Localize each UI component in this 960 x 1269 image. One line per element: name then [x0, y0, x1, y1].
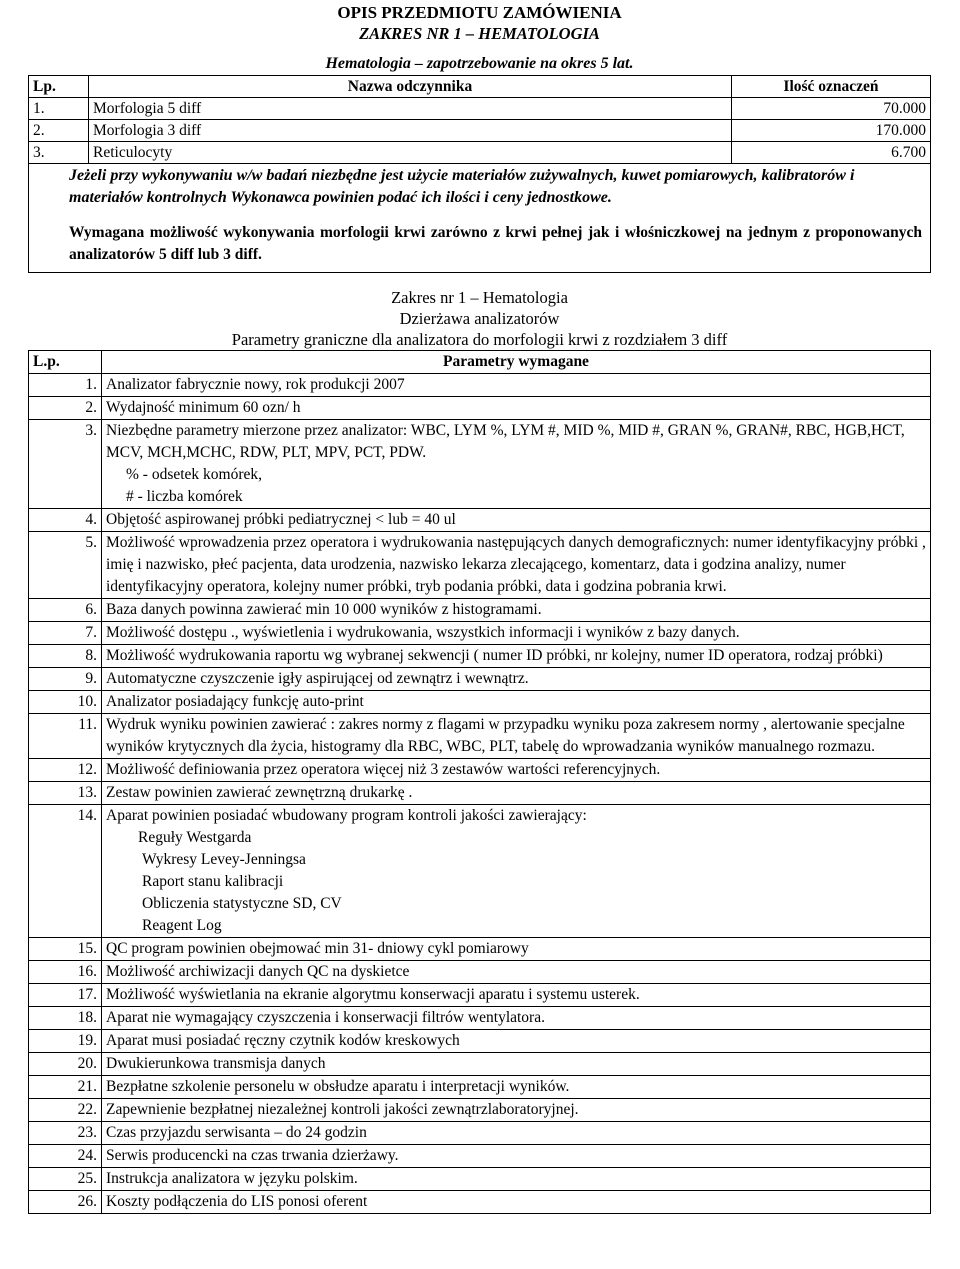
- row-lp: 16.: [29, 961, 102, 984]
- row-lp: 5.: [29, 532, 102, 599]
- document-subtitle-2: Hematologia – zapotrzebowanie na okres 5 lat.: [325, 55, 634, 72]
- row-lp: 13.: [29, 782, 102, 805]
- table-row: [29, 668, 931, 691]
- section-line-1: Zakres nr 1 – Hematologia: [391, 288, 568, 307]
- table-row: [29, 1168, 931, 1191]
- header-lp: L.p.: [29, 351, 102, 374]
- row-text: Serwis producencki na czas trwania dzierżawy.: [106, 1147, 399, 1164]
- row-lp: 1.: [29, 374, 102, 397]
- note-materials: Jeżeli przy wykonywaniu w/w badań niezbędne jest użycie materiałów zużywalnych, kuwet pomiarowych, kalibratorów i materiałów kontrolnych Wykonawca powinien podać ich ilości i ceny jednostkowe.: [69, 167, 855, 206]
- table-row: [29, 1030, 931, 1053]
- row-text: Aparat nie wymagający czyszczenia i konserwacji filtrów wentylatora.: [106, 1009, 545, 1026]
- parameters-table: [28, 350, 931, 1214]
- row-lp: 15.: [29, 938, 102, 961]
- table-row: [29, 120, 931, 142]
- row-text: Możliwość wydrukowania raportu wg wybranej sekwencji ( numer ID próbki, nr kolejny, numer ID operatora, rodzaj próbki): [106, 647, 883, 664]
- row-text: Możliwość archiwizacji danych QC na dyskietce: [106, 963, 410, 980]
- header-name: Nazwa odczynnika: [89, 76, 732, 98]
- header-qty: Ilość oznaczeń: [732, 76, 931, 98]
- table-row: [29, 961, 931, 984]
- table-header-row: [29, 76, 931, 98]
- table-header-row: [29, 351, 931, 374]
- row-qty: 70.000: [732, 98, 931, 120]
- row-lp: 18.: [29, 1007, 102, 1030]
- row-lp: 11.: [29, 714, 102, 759]
- row-text: Dwukierunkowa transmisja danych: [106, 1055, 326, 1072]
- row-lp: 1.: [29, 98, 89, 120]
- row-lp: 10.: [29, 691, 102, 714]
- table-row: [29, 532, 931, 599]
- row-name: Morfologia 3 diff: [89, 120, 732, 142]
- row-qty: 170.000: [732, 120, 931, 142]
- document-subtitle: ZAKRES NR 1 – HEMATOLOGIA: [359, 24, 600, 43]
- table-row: [29, 397, 931, 420]
- row-text: Objętość aspirowanej próbki pediatrycznej < lub = 40 ul: [106, 511, 456, 528]
- row-lp: 6.: [29, 599, 102, 622]
- row-lp: 21.: [29, 1076, 102, 1099]
- table-row: [29, 1053, 931, 1076]
- row-text-cell: [102, 805, 931, 938]
- row-text-cell: [102, 1007, 931, 1030]
- document-title: OPIS PRZEDMIOTU ZAMÓWIENIA: [337, 3, 622, 22]
- document-page: [28, 0, 931, 1214]
- row-text: Zestaw powinien zawierać zewnętrzną drukarkę .: [106, 784, 413, 801]
- table-row: [29, 622, 931, 645]
- row-text-cell: [102, 420, 931, 509]
- sublist-item: Reguły Westgarda: [138, 829, 252, 846]
- row-lp: 23.: [29, 1122, 102, 1145]
- row-text: Koszty podłączenia do LIS ponosi oferent: [106, 1193, 368, 1210]
- sublist-item: Obliczenia statystyczne SD, CV: [142, 895, 342, 912]
- table-row: [29, 420, 931, 509]
- table-row: [29, 805, 931, 938]
- row-text: Baza danych powinna zawierać min 10 000 wyników z histogramami.: [106, 601, 542, 618]
- section-line-3: Parametry graniczne dla analizatora do morfologii krwi z rozdziałem 3 diff: [231, 330, 728, 349]
- header-parameters: Parametry wymagane: [102, 351, 931, 374]
- row-text-cell: [102, 714, 931, 759]
- row-text: Analizator posiadający funkcję auto-print: [106, 693, 364, 710]
- row-lp: 8.: [29, 645, 102, 668]
- row-text-cell: [102, 759, 931, 782]
- row-text: Instrukcja analizatora w języku polskim.: [106, 1170, 358, 1187]
- row-text-cell: [102, 1145, 931, 1168]
- row-lp: 9.: [29, 668, 102, 691]
- row-lp: 3.: [29, 420, 102, 509]
- table-row: [29, 1122, 931, 1145]
- table-row: [29, 782, 931, 805]
- row-lp: 14.: [29, 805, 102, 938]
- row-text: Możliwość wyświetlania na ekranie algorytmu konserwacji aparatu i systemu usterek.: [106, 986, 640, 1003]
- row-text: Aparat powinien posiadać wbudowany program kontroli jakości zawierający:: [106, 807, 587, 824]
- notes-row: [29, 164, 931, 273]
- row-text: Bezpłatne szkolenie personelu w obsłudze aparatu i interpretacji wyników.: [106, 1078, 570, 1095]
- row-text-cell: [102, 532, 931, 599]
- row-text-cell: [102, 1122, 931, 1145]
- table-row: [29, 1007, 931, 1030]
- row-sublist: [106, 827, 926, 937]
- row-text-cell: [102, 645, 931, 668]
- row-text-cell: [102, 509, 931, 532]
- section-heading: [28, 287, 931, 350]
- row-text: Aparat musi posiadać ręczny czytnik kodów kreskowych: [106, 1032, 460, 1049]
- row-text-cell: [102, 782, 931, 805]
- table-row: [29, 1099, 931, 1122]
- table-row: [29, 1145, 931, 1168]
- row-lp: 17.: [29, 984, 102, 1007]
- row-text-cell: [102, 397, 931, 420]
- table-row: [29, 1191, 931, 1214]
- sublist-item: Wykresy Levey-Jenningsa: [142, 851, 306, 868]
- row-lp: 20.: [29, 1053, 102, 1076]
- note-requirement: Wymagana możliwość wykonywania morfologii krwi zarówno z krwi pełnej jak i włośniczkowej na jednym z proponowanych analizatorów 5 diff lub 3 diff.: [69, 224, 922, 263]
- row-text-cell: [102, 1053, 931, 1076]
- table-row: [29, 1076, 931, 1099]
- table-row: [29, 98, 931, 120]
- row-lp: 26.: [29, 1191, 102, 1214]
- header-lp: Lp.: [29, 76, 89, 98]
- row-qty: 6.700: [732, 142, 931, 164]
- table-row: [29, 759, 931, 782]
- row-text: Wydruk wyniku powinien zawierać : zakres normy z flagami w przypadku wyniku poza zakresem normy , alertowanie specjalne wyników krytycznych dla życia, histogramy dla RBC, WBC, PLT, tabelę do wprowadzania wyników manualnego rozmazu.: [106, 716, 905, 755]
- row-text-cell: [102, 374, 931, 397]
- row-text-cell: [102, 1076, 931, 1099]
- row-text-cell: [102, 961, 931, 984]
- row-lp: 12.: [29, 759, 102, 782]
- table-row: [29, 714, 931, 759]
- row-text-cell: [102, 938, 931, 961]
- row-text-cell: [102, 599, 931, 622]
- section-line-2: Dzierżawa analizatorów: [399, 309, 560, 328]
- row-lp: 4.: [29, 509, 102, 532]
- row-text: Zapewnienie bezpłatnej niezależnej kontroli jakości zewnątrzlaboratoryjnej.: [106, 1101, 579, 1118]
- table-row: [29, 142, 931, 164]
- table-row: [29, 509, 931, 532]
- table-row: [29, 374, 931, 397]
- row-text: Niezbędne parametry mierzone przez analizator: WBC, LYM %, LYM #, MID %, MID #, GRAN %, GRAN#, RBC, HGB,HCT, MCV, MCH,MCHC, RDW, PLT, MPV, PCT, PDW.: [106, 422, 905, 461]
- table-row: [29, 938, 931, 961]
- table-row: [29, 691, 931, 714]
- row-lp: 2.: [29, 397, 102, 420]
- row-text: Możliwość definiowania przez operatora więcej niż 3 zestawów wartości referencyjnych.: [106, 761, 661, 778]
- table-row: [29, 984, 931, 1007]
- sublist-item: Reagent Log: [142, 917, 222, 934]
- row-lp: 2.: [29, 120, 89, 142]
- row-text: Analizator fabrycznie nowy, rok produkcji 2007: [106, 376, 405, 393]
- row-lp: 25.: [29, 1168, 102, 1191]
- row-lp: 19.: [29, 1030, 102, 1053]
- table-row: [29, 599, 931, 622]
- row-name: Morfologia 5 diff: [89, 98, 732, 120]
- row-text-cell: [102, 984, 931, 1007]
- row-lp: 22.: [29, 1099, 102, 1122]
- row-text-cell: [102, 1168, 931, 1191]
- reagents-table: [28, 75, 931, 273]
- row-text: Możliwość wprowadzenia przez operatora i wydrukowania następujących danych demograficznych: numer identyfikacyjny próbki , imię i nazwisko, płeć pacjenta, data urodzenia, nazwisko lekarza zlecającego, komentarz, data i godzina analizy, numer identyfikacyjny operatora, kolejny numer próbki, tryb podania próbki, data i godzina pobrania krwi.: [106, 534, 926, 595]
- row-lp: 7.: [29, 622, 102, 645]
- row-text-cell: [102, 1191, 931, 1214]
- sublist-item: % - odsetek komórek,: [126, 466, 263, 483]
- row-text-cell: [102, 1030, 931, 1053]
- row-text-cell: [102, 1099, 931, 1122]
- row-text: QC program powinien obejmować min 31- dniowy cykl pomiarowy: [106, 940, 529, 957]
- sublist-item: Raport stanu kalibracji: [142, 873, 284, 890]
- row-text: Wydajność minimum 60 ozn/ h: [106, 399, 301, 416]
- table-row: [29, 645, 931, 668]
- row-sublist: [106, 464, 926, 508]
- row-text-cell: [102, 668, 931, 691]
- row-text: Czas przyjazdu serwisanta – do 24 godzin: [106, 1124, 367, 1141]
- row-lp: 3.: [29, 142, 89, 164]
- row-lp: 24.: [29, 1145, 102, 1168]
- row-text-cell: [102, 691, 931, 714]
- row-text: Możliwość dostępu ., wyświetlenia i wydrukowania, wszystkich informacji i wyników z bazy danych.: [106, 624, 740, 641]
- sublist-item: # - liczba komórek: [126, 488, 243, 505]
- row-text-cell: [102, 622, 931, 645]
- row-text: Automatyczne czyszczenie igły aspirującej od zewnątrz i wewnątrz.: [106, 670, 529, 687]
- row-name: Reticulocyty: [89, 142, 732, 164]
